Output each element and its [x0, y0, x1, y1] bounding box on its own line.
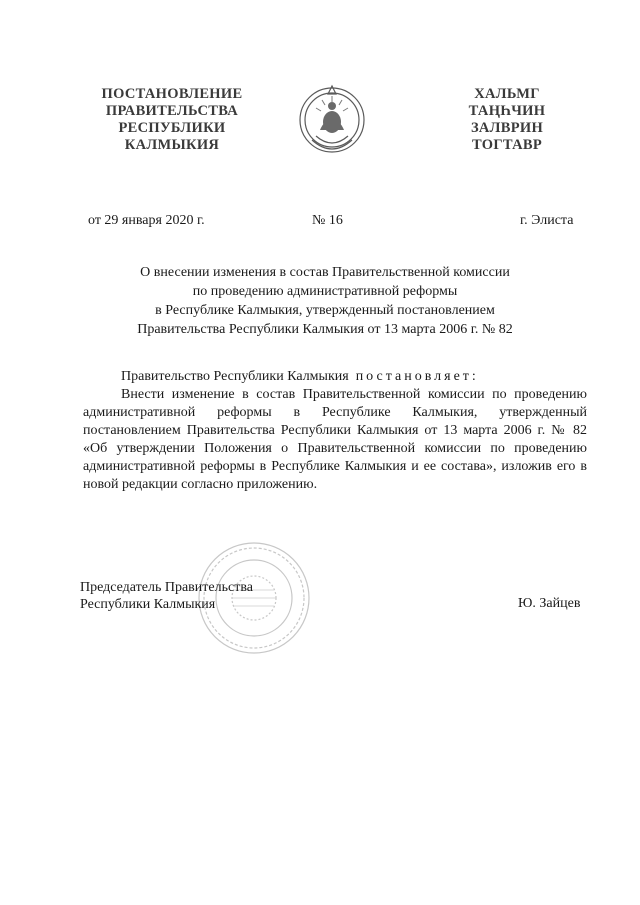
document-date: от 29 января 2020 г.: [88, 213, 205, 228]
header-right-line: ТОГТАВР: [471, 137, 543, 153]
decree-paragraph: Внести изменение в состав Правительственной комиссии по проведению административной реформы в Республике Калмыкия, утвержденный постановлением Правительства Республики Калмыкия от 13 марта 2006 г. № 82 «Об утверждении Положения о Правительственной комиссии по проведению административной реформы в Республике Калмыкия и ее состава», изложив его в новой редакции согласно приложению.: [83, 387, 587, 492]
header-right-line: ХАЛЬМГ: [474, 86, 540, 102]
signer-position-line: Председатель Правительства: [80, 580, 253, 595]
coat-of-arms-emblem-icon: [296, 80, 368, 162]
document-number: № 16: [312, 213, 343, 228]
signer-position-line: Республики Калмыкия: [80, 597, 216, 612]
decree-subject: Правительство Республики Калмыкия: [121, 369, 349, 384]
decree-word: постановляет:: [355, 369, 479, 384]
header-left-line: РЕСПУБЛИКИ: [118, 120, 226, 136]
header-right-line: ТАҢҺЧИН: [468, 103, 546, 119]
title-line: О внесении изменения в состав Правительственной комиссии: [140, 265, 510, 280]
header-left-line: ПОСТАНОВЛЕНИЕ: [101, 86, 243, 102]
title-line: в Республике Калмыкия, утвержденный постановлением: [155, 303, 495, 318]
document-title: [80, 263, 570, 339]
header-right-title: [452, 86, 562, 154]
title-line: Правительства Республики Калмыкия от 13 марта 2006 г. № 82: [137, 322, 513, 337]
document-body: [83, 368, 587, 494]
header-left-title: [92, 86, 252, 154]
header-left-line: ПРАВИТЕЛЬСТВА: [105, 103, 239, 119]
title-line: по проведению административной реформы: [192, 284, 458, 299]
decree-intro: [83, 368, 587, 386]
header-left-line: КАЛМЫКИЯ: [124, 137, 220, 153]
document-city: г. Элиста: [520, 213, 574, 228]
signature-block: [80, 579, 253, 613]
signer-name: Ю. Зайцев: [518, 596, 581, 611]
header-right-line: ЗАЛВРИН: [470, 120, 544, 136]
